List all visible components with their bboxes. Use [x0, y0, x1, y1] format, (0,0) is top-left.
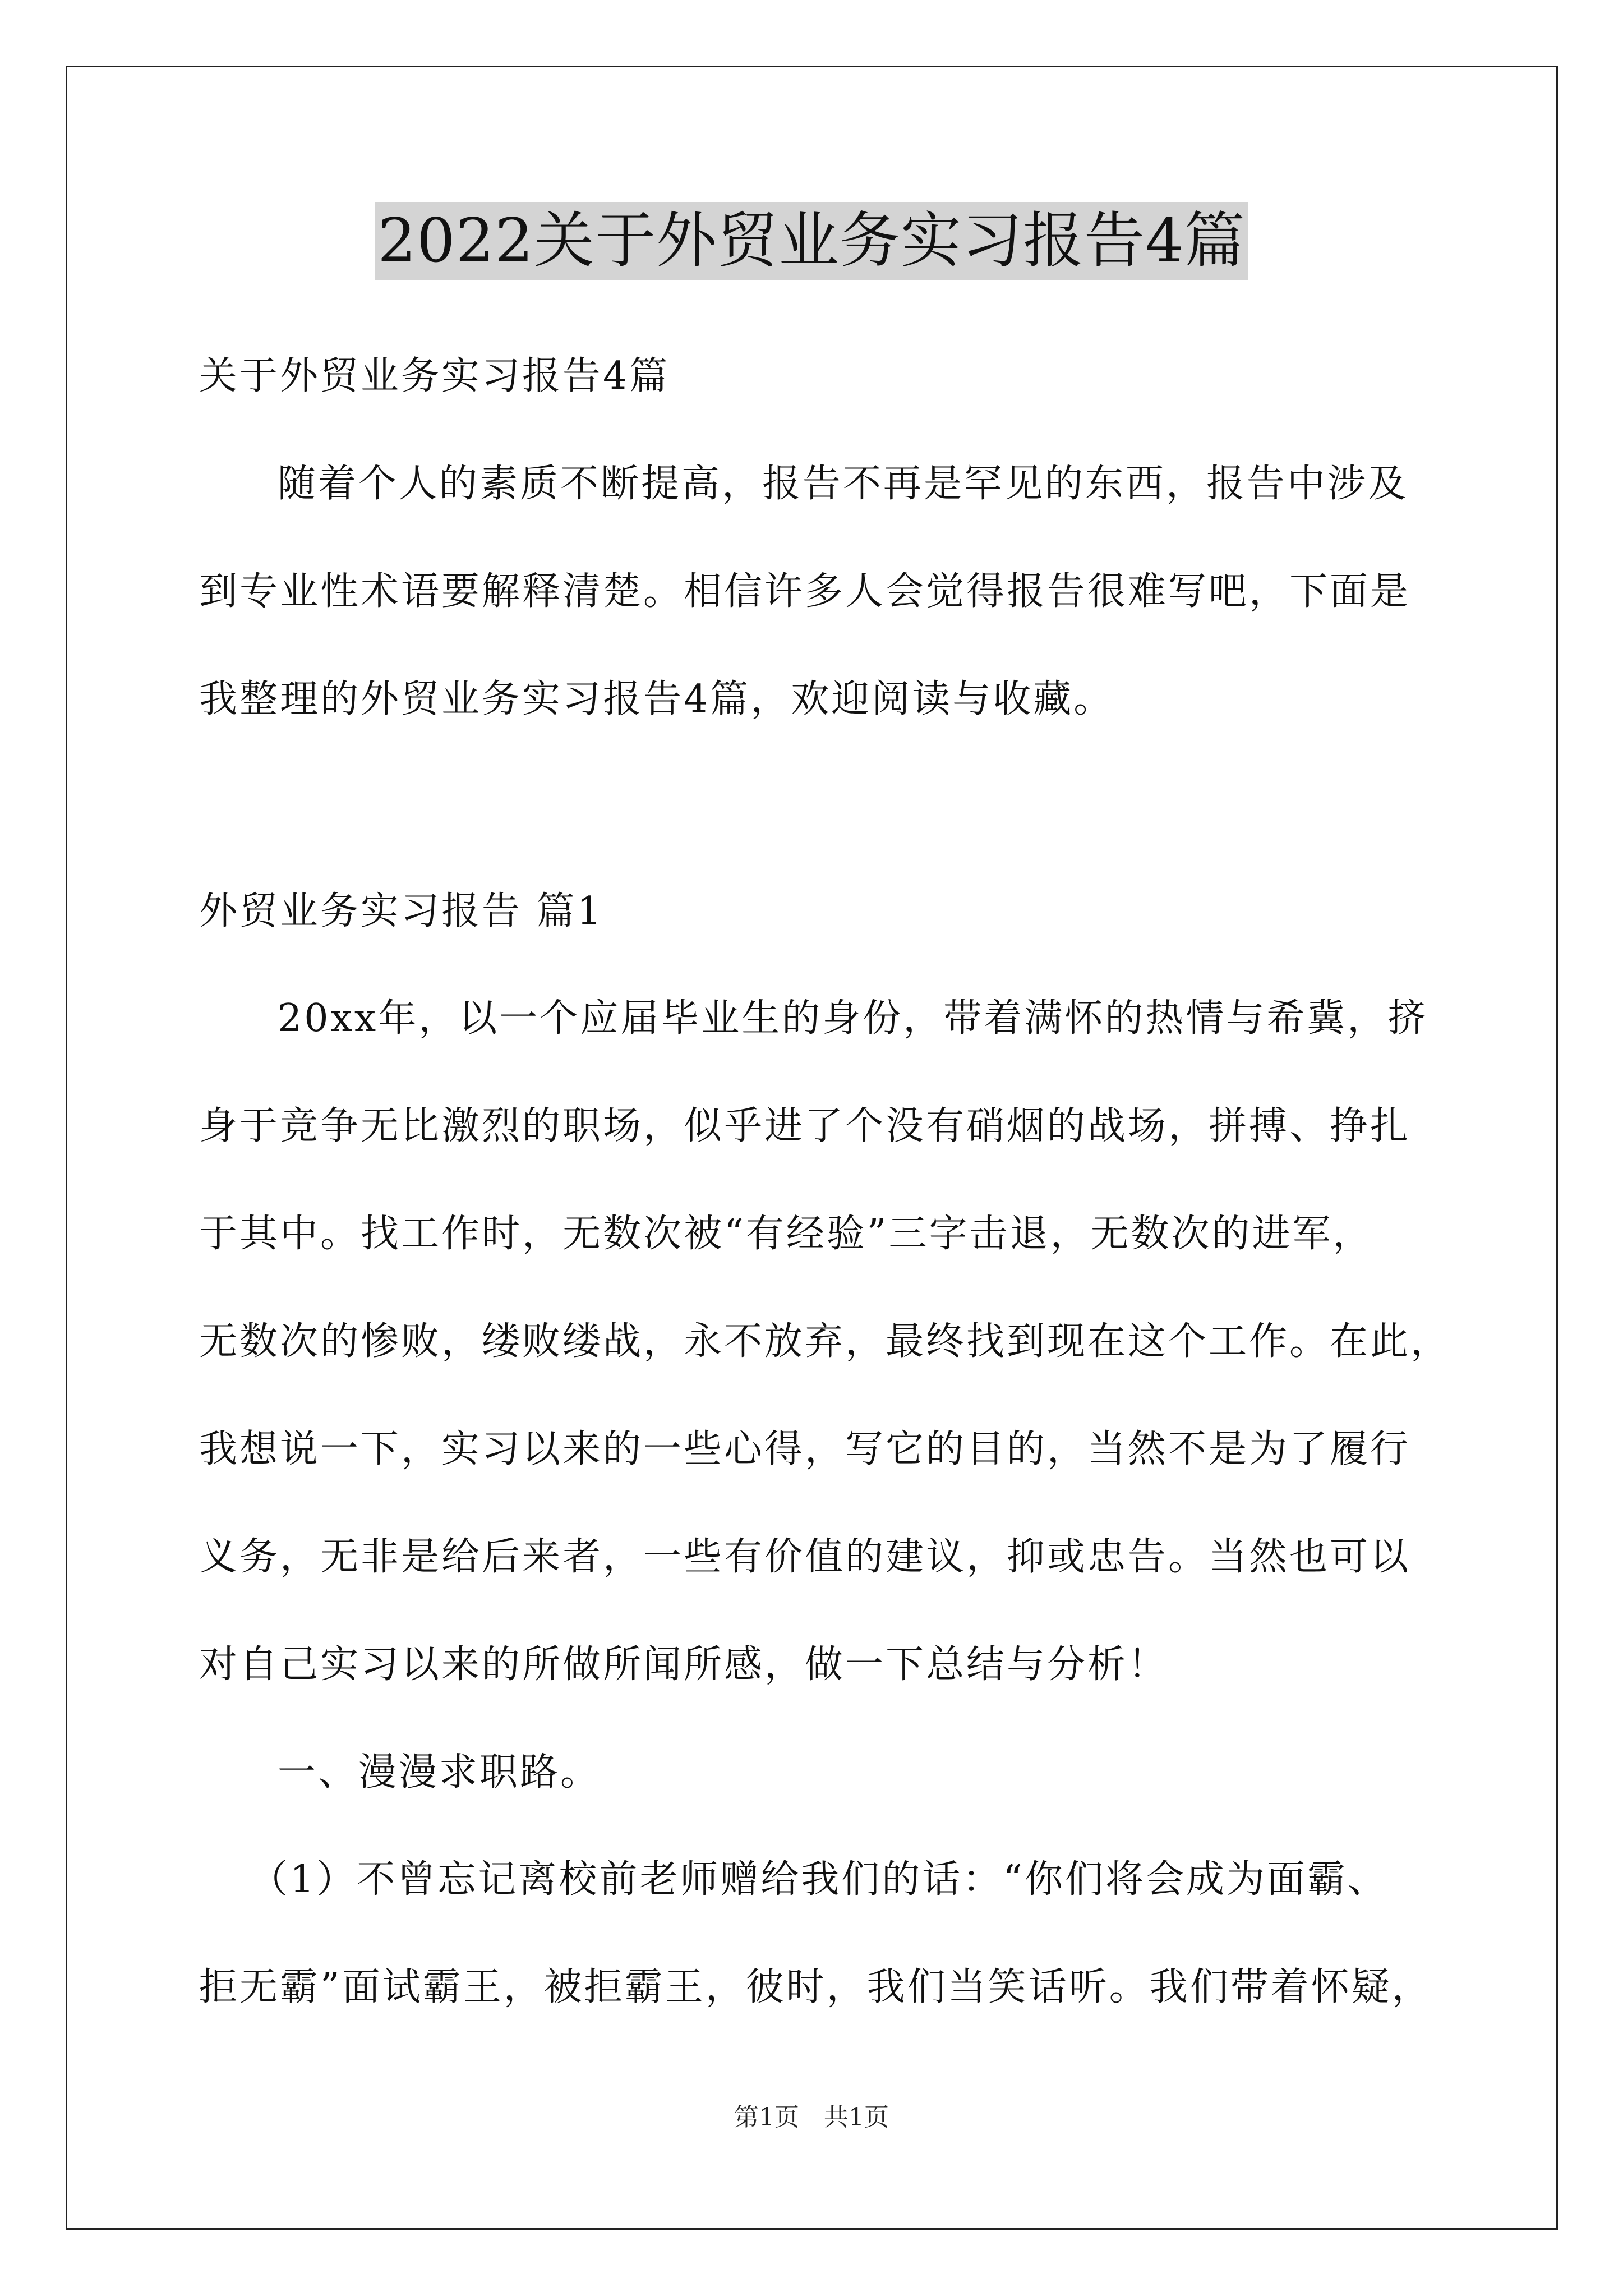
- body-line-2: 身于竞争无比激烈的职场，似乎进了个没有硝烟的战场，拼搏、挣扎: [199, 1104, 1411, 1148]
- intro-line-1: 随着个人的素质不断提高，报告不再是罕见的东西，报告中涉及: [278, 462, 1409, 506]
- intro-line-2: 到专业性术语要解释清楚。相信许多人会觉得报告很难写吧，下面是: [199, 569, 1411, 614]
- body-line-5: 我想说一下，实习以来的一些心得，写它的目的，当然不是为了履行: [199, 1427, 1411, 1471]
- title-text: 2022关于外贸业务实习报告4篇: [375, 202, 1248, 280]
- item-line-1: （1）不曾忘记离校前老师赠给我们的话：“你们将会成为面霸、: [250, 1857, 1389, 1902]
- item-line-2: 拒无霸”面试霸王，被拒霸王，彼时，我们当笑话听。我们带着怀疑，: [199, 1965, 1432, 2009]
- subheading: 一、漫漫求职路。: [278, 1750, 601, 1795]
- intro-line-3: 我整理的外贸业务实习报告4篇，欢迎阅读与收藏。: [199, 677, 1114, 721]
- body-line-3: 于其中。找工作时，无数次被“有经验”三字击退，无数次的进军，: [199, 1212, 1373, 1256]
- page-footer: 第1页 共1页: [734, 2103, 889, 2132]
- document-title: [0, 202, 1623, 280]
- subtitle: 关于外贸业务实习报告4篇: [199, 354, 670, 398]
- section-heading: 外贸业务实习报告 篇1: [199, 889, 603, 933]
- body-line-1: 20xx年，以一个应届毕业生的身份，带着满怀的热情与希冀，挤: [278, 996, 1428, 1041]
- body-line-4: 无数次的惨败，缕败缕战，永不放弃，最终找到现在这个工作。在此，: [199, 1319, 1451, 1364]
- body-line-6: 义务，无非是给后来者，一些有价值的建议，抑或忠告。当然也可以: [199, 1535, 1411, 1579]
- body-line-7: 对自己实习以来的所做所闻所感，做一下总结与分析！: [199, 1642, 1169, 1687]
